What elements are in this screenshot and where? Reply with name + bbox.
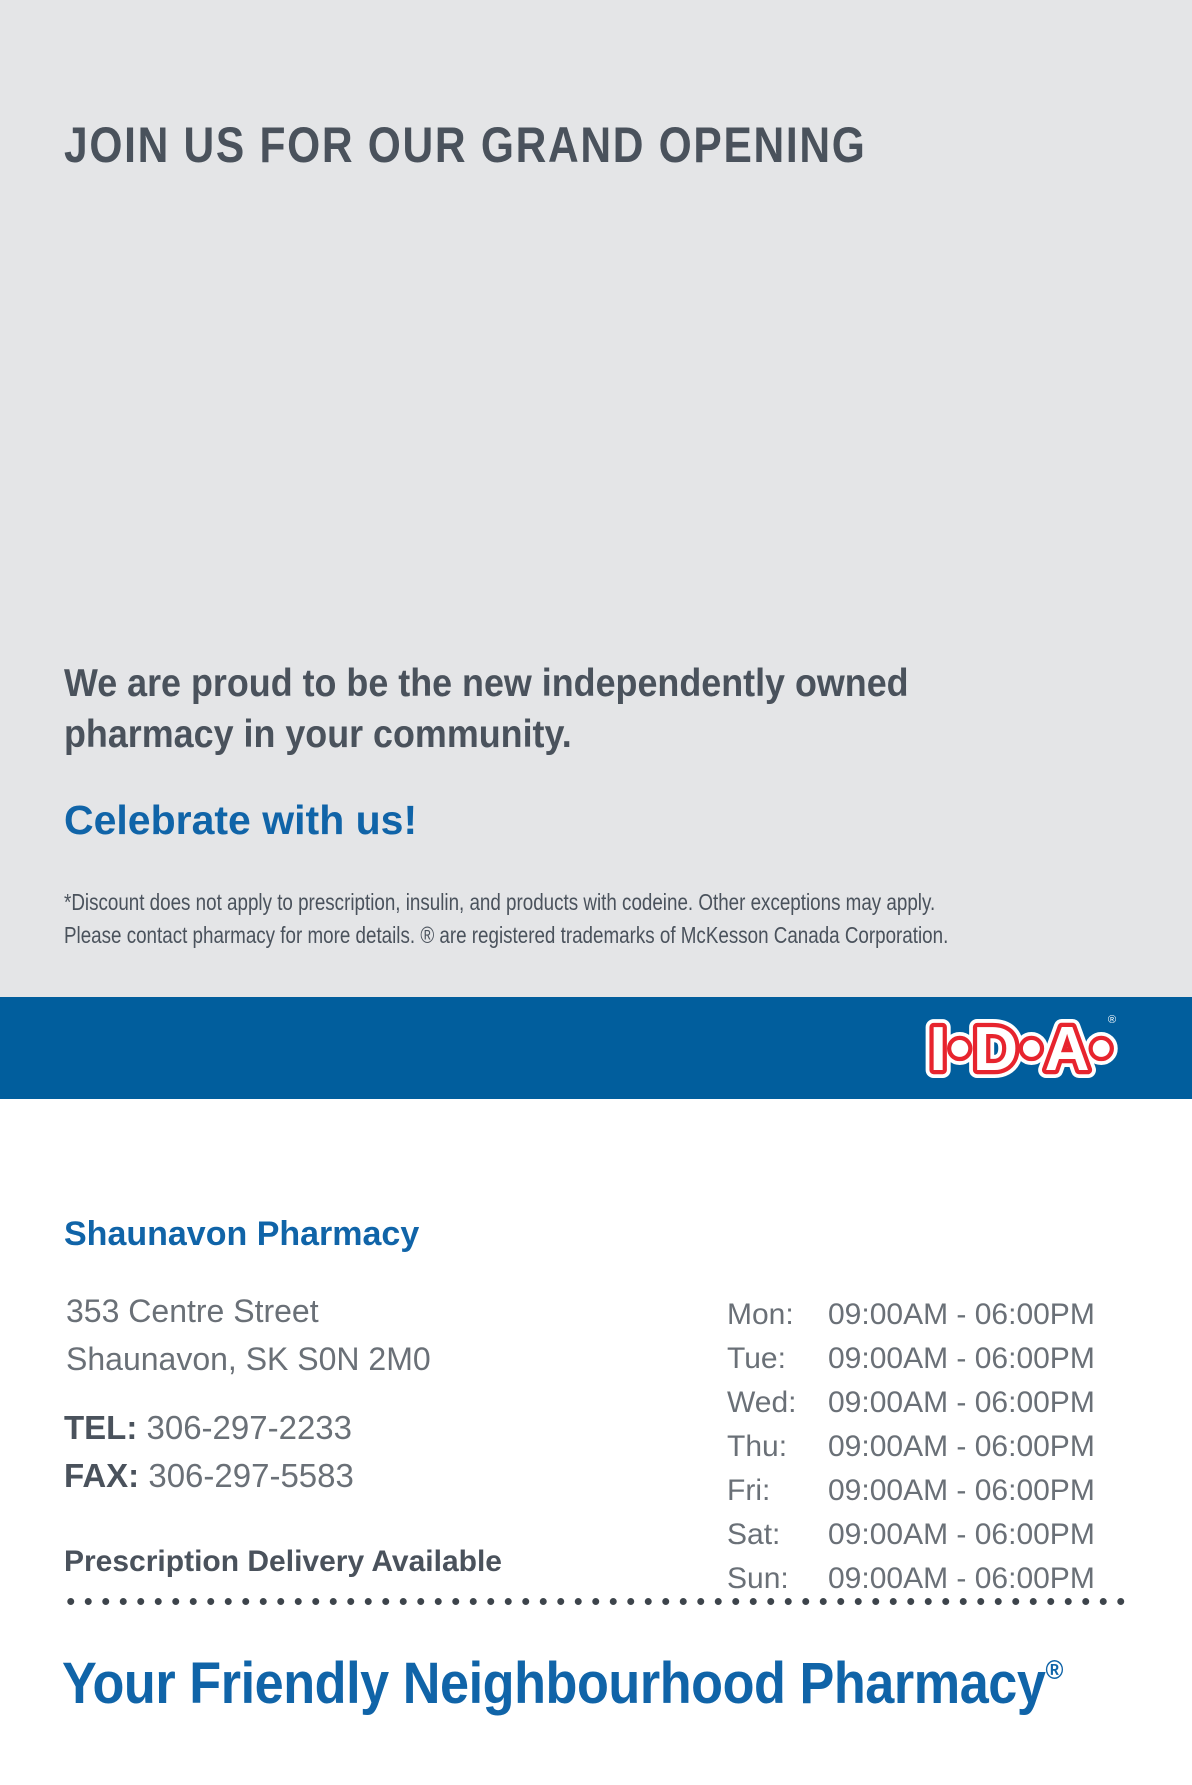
brand-band: [0, 997, 1192, 1099]
hours-row-fri: [727, 1469, 1095, 1513]
hours-time: 09:00AM - 06:00PM: [828, 1298, 1095, 1331]
fax-number: 306-297-5583: [148, 1457, 354, 1494]
pharmacy-address: [66, 1287, 431, 1383]
address-line2: Shaunavon, SK S0N 2M0: [66, 1341, 431, 1377]
hours-table: [727, 1293, 1095, 1601]
tel-number: 306-297-2233: [146, 1409, 353, 1446]
hours-time: 09:00AM - 06:00PM: [828, 1562, 1095, 1595]
disclaimer-text: [64, 886, 948, 952]
page-title: JOIN US FOR OUR GRAND OPENING: [64, 117, 867, 173]
hours-day: Tue:: [727, 1342, 786, 1375]
hours-row-wed: [727, 1381, 1095, 1425]
tagline: [62, 1650, 1063, 1717]
hours-time: 09:00AM - 06:00PM: [828, 1386, 1095, 1419]
delivery-note: Prescription Delivery Available: [64, 1545, 502, 1578]
ida-logo: [922, 1006, 1122, 1089]
hours-row-sat: [727, 1513, 1095, 1557]
hours-row-thu: [727, 1425, 1095, 1469]
hours-row-sun: [727, 1557, 1095, 1601]
hours-time: 09:00AM - 06:00PM: [828, 1518, 1095, 1551]
contact-block: [64, 1404, 354, 1500]
pharmacy-name: Shaunavon Pharmacy: [64, 1215, 420, 1253]
intro-message-line2: pharmacy in your community.: [64, 713, 572, 756]
hours-day: Fri:: [727, 1474, 771, 1507]
hours-day: Thu:: [727, 1430, 788, 1463]
tel-line: [64, 1404, 354, 1452]
ida-registered-mark: ®: [1107, 1013, 1117, 1026]
disclaimer-line1: *Discount does not apply to prescription, insulin, and products with codeine. Other exceptions may apply.: [64, 889, 936, 915]
fax-line: [64, 1452, 354, 1500]
hours-row-mon: [727, 1293, 1095, 1337]
hours-row-tue: [727, 1337, 1095, 1381]
intro-message-line1: We are proud to be the new independently owned: [64, 662, 909, 705]
disclaimer-line2: Please contact pharmacy for more details. ® are registered trademarks of McKesson Canada Corporation.: [64, 922, 949, 948]
celebrate-heading: Celebrate with us!: [64, 797, 418, 843]
tagline-registered-mark: ®: [1045, 1655, 1063, 1685]
tagline-text: Your Friendly Neighbourhood Pharmacy: [62, 1651, 1046, 1716]
hours-time: 09:00AM - 06:00PM: [828, 1430, 1095, 1463]
intro-message: [64, 658, 909, 760]
tel-label: TEL:: [64, 1409, 138, 1446]
hours-time: 09:00AM - 06:00PM: [828, 1342, 1095, 1375]
hours-day: Wed:: [727, 1386, 797, 1419]
address-line1: 353 Centre Street: [66, 1293, 319, 1329]
hours-day: Mon:: [727, 1298, 794, 1331]
hours-day: Sun:: [727, 1562, 789, 1595]
hours-time: 09:00AM - 06:00PM: [828, 1474, 1095, 1507]
hours-day: Sat:: [727, 1518, 781, 1551]
fax-label: FAX:: [64, 1457, 140, 1494]
dotted-divider: [62, 1596, 1130, 1607]
